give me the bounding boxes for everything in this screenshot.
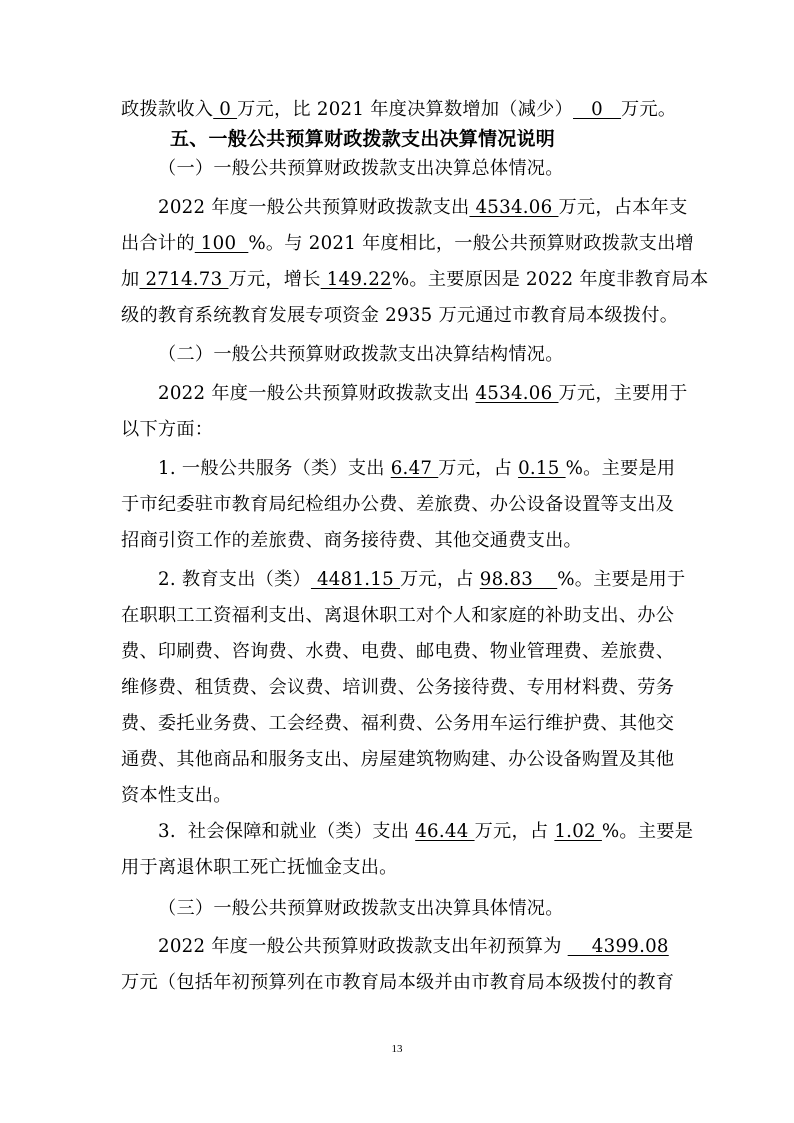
value-underlined: 4534.06 <box>469 197 559 218</box>
text-line <box>121 232 694 256</box>
value-underlined: 1.02 <box>554 821 602 842</box>
text-line <box>158 196 688 220</box>
text-line <box>158 935 669 959</box>
text: %。主要是 <box>601 821 694 842</box>
text: 万元，占 <box>474 821 555 842</box>
text-line: 在职职工工资福利支出、离退休职工对个人和家庭的补助支出、办公 <box>121 605 675 626</box>
value-underlined: 0 <box>213 99 238 120</box>
value-underlined: 100 <box>194 233 249 254</box>
text: 出合计的 <box>121 233 195 254</box>
text-line: 维修费、租赁费、会议费、培训费、公务接待费、专用材料费、劳务 <box>121 677 675 698</box>
page-number: 13 <box>391 1043 403 1055</box>
text-line: 招商引资工作的差旅费、商务接待费、其他交通费支出。 <box>121 530 582 551</box>
value-underlined: 98.83 <box>479 569 558 590</box>
text: 2022 年度一般公共预算财政拨款支出 <box>158 197 470 218</box>
value-underlined: 0.15 <box>518 458 566 479</box>
value-underlined: 0 <box>573 99 622 120</box>
text-line: 用于离退休职工死亡抚恤金支出。 <box>121 857 398 878</box>
text: %。主要是用 <box>565 458 676 479</box>
text: 万元，主要用于 <box>558 383 688 404</box>
text: 2. 教育支出（类） <box>158 569 311 590</box>
text-line <box>121 268 708 292</box>
text: 2022 年度一般公共预算财政拨款支出 <box>158 383 476 404</box>
text-line <box>158 568 685 592</box>
text: %。主要原因是 2022 年度非教育局本 <box>391 269 709 290</box>
text: 万元，比 2021 年度决算数增加（减少） <box>237 99 574 120</box>
text-line <box>158 382 688 406</box>
text: 万元，占 <box>399 569 480 590</box>
text: 政拨款收入 <box>121 99 214 120</box>
text: 万元，占 <box>438 458 519 479</box>
value-underlined: 6.47 <box>390 458 439 479</box>
text-line <box>121 98 676 122</box>
text-line <box>158 820 693 844</box>
value-underlined: 2714.73 <box>139 269 229 290</box>
subsection-heading: （三）一般公共预算财政拨款支出决算具体情况。 <box>158 898 564 919</box>
value-underlined: 4481.15 <box>310 569 400 590</box>
value-underlined: 4534.06 <box>475 383 559 404</box>
text: 3. 社会保障和就业（类）支出 <box>158 821 416 842</box>
text: 万元，占本年支 <box>558 197 688 218</box>
text: %。主要是用于 <box>557 569 686 590</box>
text: 1. 一般公共服务（类）支出 <box>158 458 391 479</box>
text-line: 万元（包括年初预算列在市教育局本级并由市教育局本级拨付的教育 <box>121 972 675 993</box>
section-heading: 五、一般公共预算财政拨款支出决算情况说明 <box>170 128 556 150</box>
value-underlined: 46.44 <box>415 821 475 842</box>
subsection-heading: （一）一般公共预算财政拨款支出决算总体情况。 <box>158 158 564 179</box>
text: 加 <box>121 269 140 290</box>
text-line: 以下方面： <box>121 419 214 440</box>
value-underlined: 4399.08 <box>567 936 669 957</box>
text-line <box>158 457 675 481</box>
subsection-heading: （二）一般公共预算财政拨款支出决算结构情况。 <box>158 344 564 365</box>
text: 万元。 <box>621 99 677 120</box>
text: 万元，增长 <box>228 269 321 290</box>
text-line: 费、委托业务费、工会经费、福利费、公务用车运行维护费、其他交 <box>121 713 675 734</box>
text-line: 通费、其他商品和服务支出、房屋建筑物购建、办公设备购置及其他 <box>121 749 675 770</box>
text-line: 级的教育系统教育发展专项资金 2935 万元通过市教育局本级拨付。 <box>121 305 679 326</box>
text: %。与 2021 年度相比，一般公共预算财政拨款支出增 <box>248 233 694 254</box>
text: 2022 年度一般公共预算财政拨款支出年初预算为 <box>158 936 568 957</box>
text-line: 资本性支出。 <box>121 785 232 806</box>
value-underlined: 149.22 <box>320 269 392 290</box>
text-line: 于市纪委驻市教育局纪检组办公费、差旅费、办公设备设置等支出及 <box>121 494 675 515</box>
text-line: 费、印刷费、咨询费、水费、电费、邮电费、物业管理费、差旅费、 <box>121 641 675 662</box>
